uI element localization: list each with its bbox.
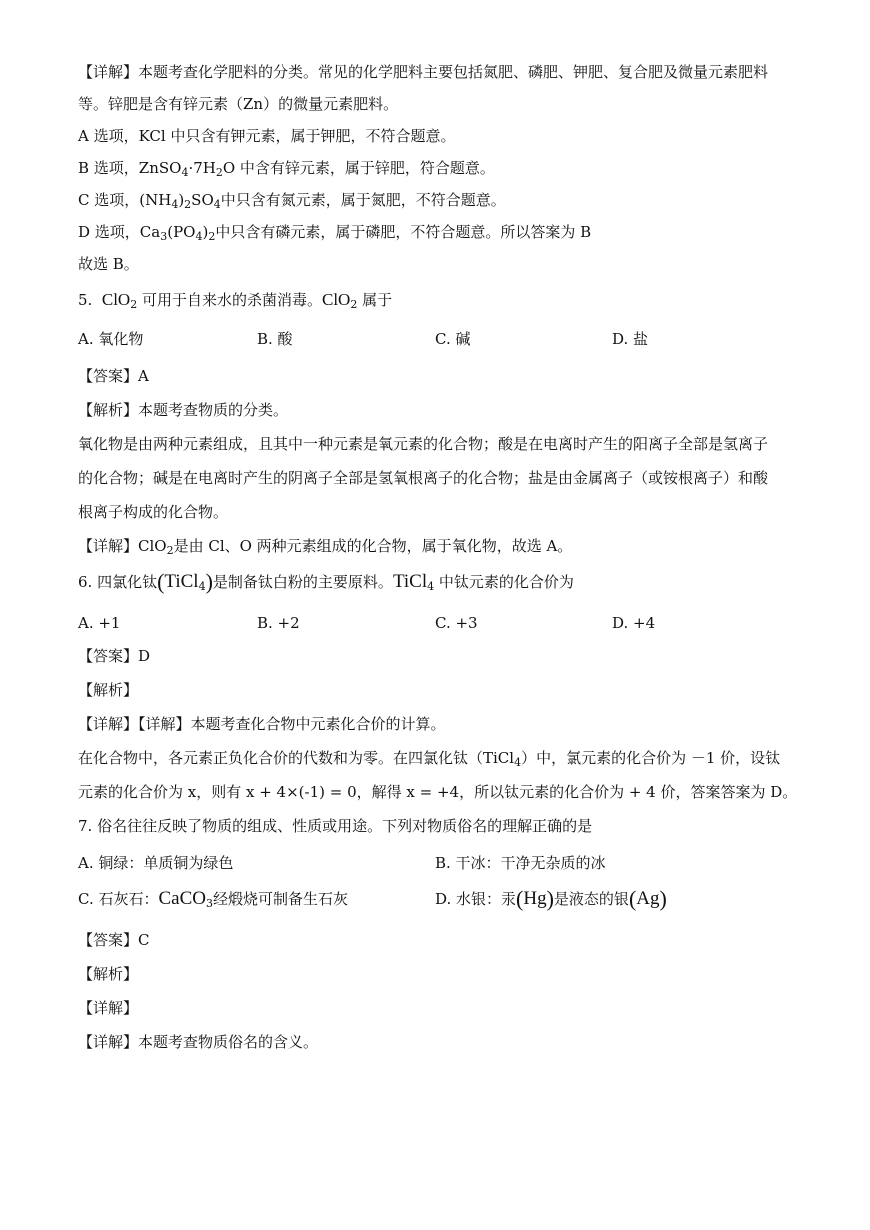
q5-option-b: B. 酸 — [257, 330, 293, 348]
q4-option-a-explanation: A 选项，KCl 中只含有钾元素，属于钾肥，不符合题意。 — [78, 127, 456, 145]
q7-option-a: A. 铜绿：单质铜为绿色 — [78, 854, 234, 872]
q5-option-c: C. 碱 — [435, 330, 471, 348]
q7-answer: 【答案】C — [78, 931, 150, 949]
q4-option-c-explanation: C 选项，$(NH_4)_2SO_4$中只含有氮元素，属于氮肥，不符合题意。 — [78, 191, 506, 211]
q6-explanation-line-1: 在化合物中，各元素正负化合价的代数和为零。在四氯化钛（TiCl$_4$）中，氯元素的化合价为 －1 价，设钛 — [78, 749, 781, 769]
q5-explanation-line-2: 的化合物；碱是在电离时产生的阴离子全部是氢氧根离子的化合物；盐是由金属离子（或铵根离子）和酸 — [78, 469, 769, 487]
q6-analysis: 【解析】 — [78, 681, 139, 699]
q5-answer: 【答案】A — [78, 367, 149, 385]
q4-option-d-explanation: D 选项，$Ca_3(PO_4)_2$中只含有磷元素，属于磷肥，不符合题意。所以答案为 B — [78, 223, 592, 243]
q5-option-a: A. 氧化物 — [78, 330, 144, 348]
q7-analysis: 【解析】 — [78, 965, 139, 983]
q6-detail: 【详解】【详解】本题考查化合物中元素化合价的计算。 — [78, 715, 446, 733]
q6-option-c: C. +3 — [435, 614, 478, 632]
q7-stem: 7. 俗名往往反映了物质的组成、性质或用途。下列对物质俗名的理解正确的是 — [78, 817, 593, 835]
q5-stem: 5. ClO$_2$ 可用于自来水的杀菌消毒。ClO$_2$ 属于 — [78, 290, 393, 311]
q7-detail-header: 【详解】 — [78, 999, 139, 1017]
q7-option-b: B. 干冰：干净无杂质的冰 — [435, 854, 606, 872]
q4-option-b-explanation: B 选项，$ZnSO_4\cdot 7H_2O$ 中含有锌元素，属于锌肥，符合题意。 — [78, 159, 495, 179]
q5-option-d: D. 盐 — [612, 330, 649, 348]
q4-final-answer: 故选 B。 — [78, 255, 139, 273]
q5-explanation-line-3: 根离子构成的化合物。 — [78, 503, 229, 521]
q6-explanation-line-2: 元素的化合价为 x，则有 x + 4×(-1) = 0，解得 x = +4，所以钛元素的化合价为 + 4 价，答案答案为 D。 — [78, 783, 798, 801]
q6-option-d: D. +4 — [612, 614, 656, 632]
q5-detail: 【详解】ClO$_2$是由 Cl、O 两种元素组成的化合物，属于氧化物，故选 A。 — [78, 537, 573, 557]
q7-option-d: D. 水银：汞(Hg)是液态的银(Ag) — [435, 886, 667, 911]
q5-analysis: 【解析】本题考查物质的分类。 — [78, 401, 289, 419]
q5-explanation-line-1: 氧化物是由两种元素组成，且其中一种元素是氧元素的化合物；酸是在电离时产生的阳离子全部是氢离子 — [78, 435, 769, 453]
q6-option-a: A. +1 — [78, 614, 121, 632]
q6-stem: 6. 四氯化钛(TiCl$_4$)是制备钛白粉的主要原料。TiCl$_4$ 中钛元素的化合价为 — [78, 569, 574, 594]
q4-detail-line-2: 等。锌肥是含有锌元素（Zn）的微量元素肥料。 — [78, 95, 399, 113]
q6-answer: 【答案】D — [78, 647, 151, 665]
q6-option-b: B. +2 — [257, 614, 300, 632]
q7-detail: 【详解】本题考查物质俗名的含义。 — [78, 1033, 319, 1051]
q4-detail-line-1: 【详解】本题考查化学肥料的分类。常见的化学肥料主要包括氮肥、磷肥、钾肥、复合肥及微量元素肥料 — [78, 63, 769, 81]
q7-option-c: C. 石灰石：CaCO$_3$经煅烧可制备生石灰 — [78, 888, 348, 910]
